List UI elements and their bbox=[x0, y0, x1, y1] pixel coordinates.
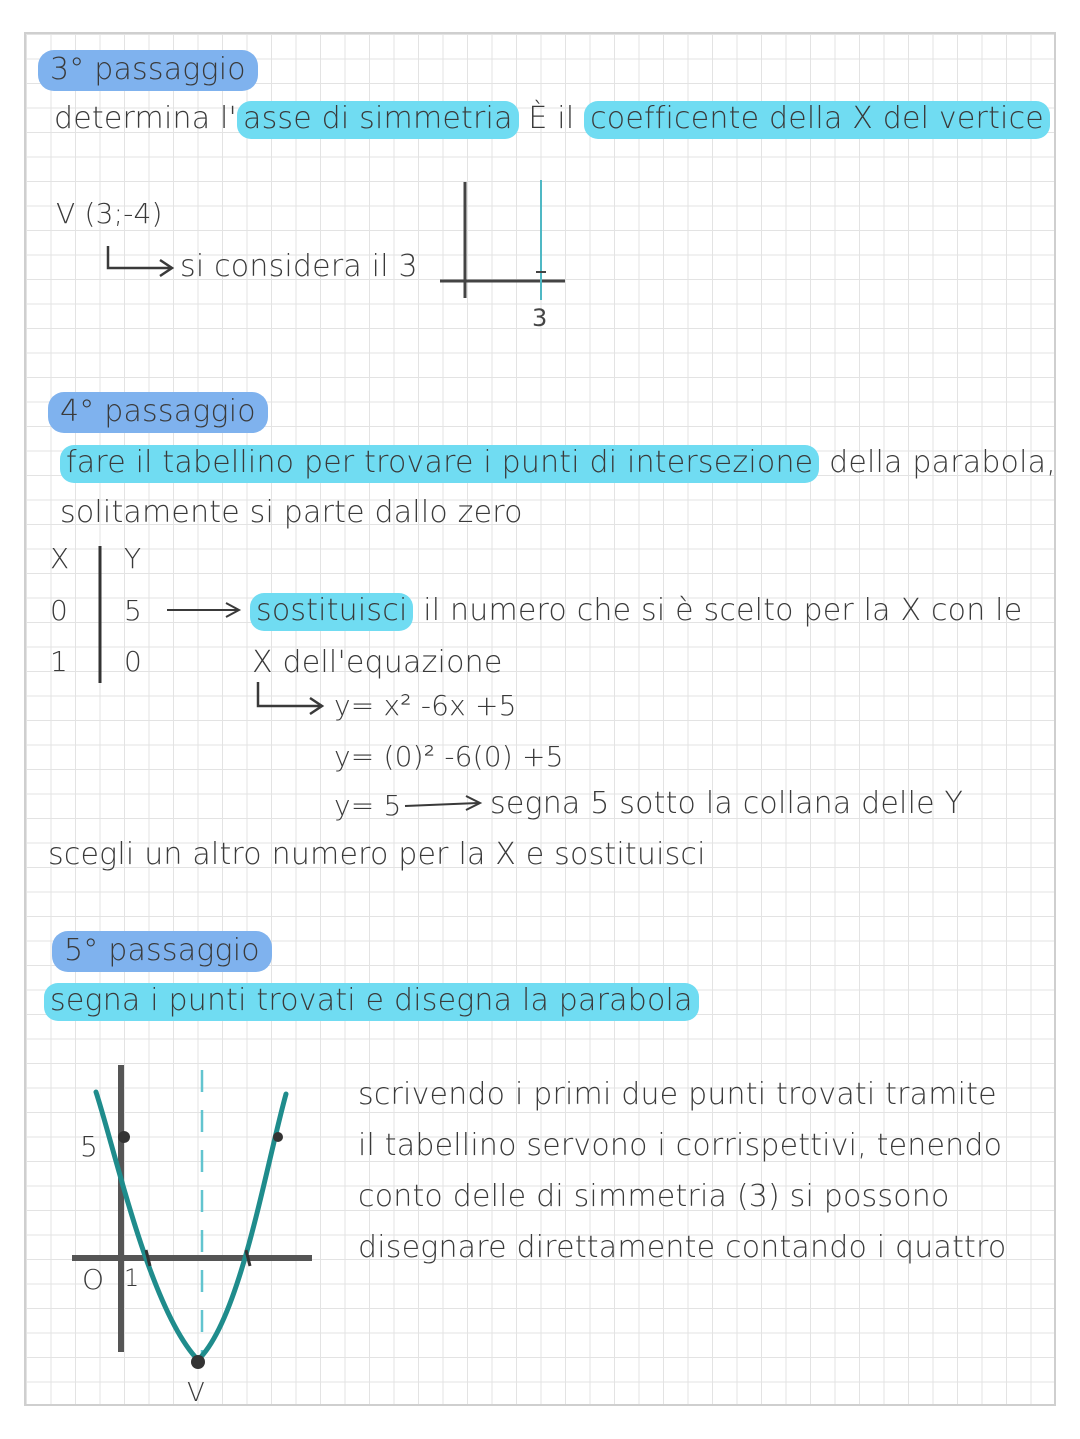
equation-1: y= x² -6x +5 bbox=[334, 689, 517, 722]
choose-another: scegli un altro numero per la X e sostituisci bbox=[48, 837, 706, 872]
table-cell: 0 bbox=[124, 645, 143, 678]
graph-label-5: 5 bbox=[80, 1130, 99, 1163]
step4-title: 4° passaggio bbox=[48, 397, 268, 427]
bent-arrow-icon bbox=[108, 246, 170, 268]
graph-label-vertex: V bbox=[187, 1378, 205, 1408]
equation-2: y= (0)² -6(0) +5 bbox=[334, 740, 564, 773]
graph-label-1: 1 bbox=[124, 1264, 140, 1292]
step5-title: 5° passaggio bbox=[52, 936, 272, 966]
table-cell: 0 bbox=[50, 594, 69, 627]
table-header-y: Y bbox=[124, 542, 142, 575]
step4-line1: fare il tabellino per trovare i punti di intersezione della parabola, bbox=[60, 448, 1056, 478]
point-6-5 bbox=[273, 1132, 283, 1142]
graph-label-origin: O bbox=[82, 1263, 105, 1296]
bent-arrow-icon bbox=[258, 682, 320, 706]
step5-line: segna i punti trovati e disegna la parabola bbox=[44, 986, 699, 1016]
arrow-icon bbox=[405, 803, 478, 806]
step4-line2: solitamente si parte dallo zero bbox=[60, 495, 523, 530]
explanation-line: conto delle di simmetria (3) si possono bbox=[358, 1179, 950, 1214]
explanation-line: disegnare direttamente contando i quattro bbox=[358, 1230, 1007, 1265]
consider-text: si considera il 3 bbox=[180, 249, 418, 284]
explanation-line: scrivendo i primi due punti trovati tramite bbox=[358, 1077, 997, 1112]
step3-description: determina l' asse di simmetria È il coefficente della X del vertice bbox=[54, 104, 1050, 134]
table-header-x: X bbox=[50, 542, 70, 575]
vertex-point bbox=[191, 1355, 205, 1369]
equation-3: y= 5 bbox=[334, 789, 402, 822]
table-cell: 5 bbox=[124, 594, 143, 627]
step3-title: 3° passaggio bbox=[38, 55, 258, 85]
equation-3-note: segna 5 sotto la collana delle Y bbox=[490, 786, 964, 821]
substitute-line2: X dell'equazione bbox=[252, 645, 503, 680]
table-cell: 1 bbox=[50, 645, 69, 678]
vertex-label: V (3;-4) bbox=[56, 197, 163, 230]
point-0-5 bbox=[118, 1131, 130, 1143]
explanation-line: il tabellino servono i corrispettivi, tenendo bbox=[358, 1128, 1003, 1163]
substitute-line1: sostituisci il numero che si è scelto per la X con le bbox=[250, 596, 1022, 626]
axis-tick-label: 3 bbox=[532, 304, 548, 332]
